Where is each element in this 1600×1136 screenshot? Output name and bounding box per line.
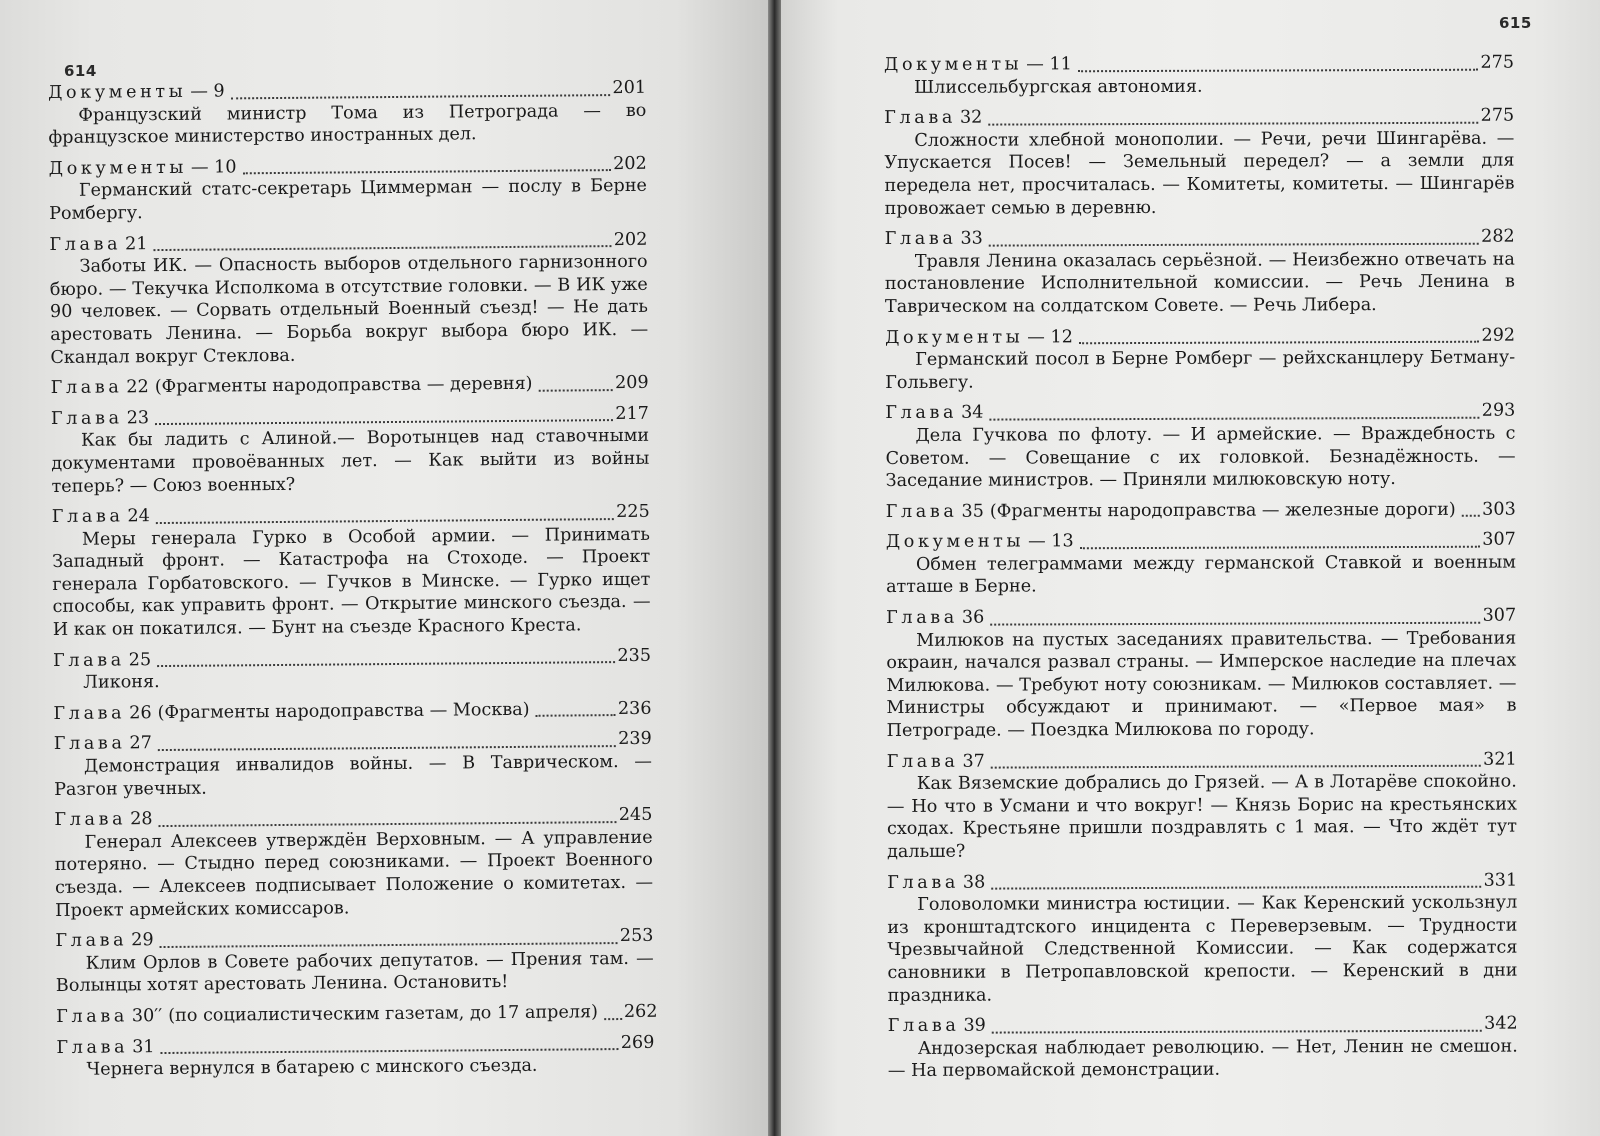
left-page — [0, 0, 768, 1136]
toc-entry — [55, 925, 654, 998]
entry-kind: Глава — [884, 107, 957, 129]
dot-leader — [989, 409, 1479, 421]
toc-entry — [52, 501, 651, 642]
toc-entry — [51, 402, 650, 498]
entry-page-number: 303 — [1482, 499, 1516, 520]
entry-description: Чернега вернулся в батарею с минского съезда. — [86, 1055, 538, 1080]
toc-entry — [886, 529, 1516, 599]
entry-page-number: 321 — [1483, 749, 1517, 770]
entry-number: 22 — [126, 377, 149, 398]
entry-number: 27 — [129, 733, 152, 754]
entry-page-number: 275 — [1480, 52, 1515, 73]
dot-leader — [992, 1021, 1482, 1033]
toc-entry — [53, 644, 651, 694]
book-gutter — [768, 0, 781, 1136]
dot-leader — [1462, 507, 1480, 517]
entry-description: Германский статс-секретарь Циммерман — послу в Берне Ромбергу. — [49, 176, 648, 224]
dot-leader — [604, 1010, 622, 1020]
dot-leader — [536, 707, 616, 718]
entry-kind: Глава — [53, 703, 126, 724]
entry-page-number: 275 — [1480, 105, 1515, 126]
toc-entry — [49, 228, 648, 369]
entry-page-number: 202 — [613, 229, 648, 250]
dot-leader — [161, 1040, 619, 1054]
entry-number: 29 — [131, 930, 154, 951]
entry-kind: Глава — [52, 650, 125, 671]
dot-leader — [231, 86, 611, 99]
toc-entry-heading — [887, 748, 1517, 773]
toc-entry — [48, 77, 647, 150]
entry-kind: Глава — [51, 506, 124, 528]
toc-entry — [885, 400, 1515, 493]
entry-page-number: 269 — [620, 1032, 655, 1053]
dot-leader — [1078, 60, 1479, 72]
toc-entry — [888, 1013, 1518, 1083]
entry-number: 24 — [127, 506, 150, 527]
entry-page-number: 202 — [613, 153, 647, 174]
entry-page-number: 331 — [1483, 870, 1518, 891]
entry-description: Французский министр Тома из Петрограда — во французское министерство иностранных дел. — [48, 100, 647, 149]
dot-leader — [989, 234, 1479, 246]
entry-description: Демонстрация инвалидов войны. — В Таврическом. — Разгон увечных. — [54, 751, 653, 800]
toc-entry-heading — [51, 372, 649, 400]
toc-entry — [884, 52, 1514, 100]
entry-number: 23 — [126, 407, 150, 429]
entry-description: Обмен телеграммами между германской Ставкой и военным атташе в Берне. — [886, 552, 1516, 598]
entry-kind: Глава — [49, 233, 122, 255]
entry-description: Клим Орлов в Совете рабочих депутатов. — Прения там. — Волынцы хотят арестовать Ленина. Остановить! — [55, 948, 654, 997]
dot-leader — [154, 237, 612, 251]
entry-number: 39 — [963, 1015, 986, 1036]
entry-description: Германский посол в Берне Ромберг — рейхсканцлеру Бетману-Гольвегу. — [885, 347, 1516, 393]
toc-entry — [884, 105, 1514, 220]
toc-entry-heading — [886, 529, 1516, 554]
dot-leader — [991, 878, 1481, 890]
entry-number: 30′′ — [131, 1006, 163, 1027]
entry-number: — 11 — [1026, 54, 1072, 75]
entry-page-number: 235 — [617, 645, 652, 666]
entry-page-number: 307 — [1482, 529, 1516, 550]
page-number: 614 — [64, 62, 97, 80]
toc-entry — [886, 605, 1517, 743]
entry-description: Как Вяземские добрались до Грязей. — А в Лотарёве спокойно. — Но что в Усмани и что вокруг! — Князь Борис на крестьянских сходах. Крестьяне пришли поздравлять с 1 мая. — Что ждёт тут дальше? — [886, 771, 1518, 862]
toc-entry-heading — [56, 1001, 658, 1029]
entry-page-number: 293 — [1481, 400, 1516, 422]
entry-subtitle: (по социалистическим газетам, до 17 апреля) — [168, 1002, 599, 1026]
entry-kind: Глава — [887, 1015, 960, 1037]
entry-page-number: 209 — [614, 372, 649, 394]
toc-entry-heading — [885, 324, 1515, 349]
entry-description: Меры генерала Гурко в Особой армии. — Принимать Западный фронт. — Катастрофа на Стоходе. — Проект генерала Горбатовского. — Гучков в Минске. — Гурко ищет способы, как управить фронт. — Открытие минского съезда. — И как он покатился. — Бунт на съезде Красного Креста. — [52, 524, 651, 641]
entry-description: Шлиссельбургская автономия. — [914, 76, 1203, 98]
entry-page-number: 307 — [1482, 605, 1517, 626]
entry-description: Милюков на пустых заседаниях правительства. — Требования окраин, начался развал страны. — Имперское наследие на плечах Милюкова. — Требуют ноту союзникам. — Милюков составляет. — Министры обсуждают и принимают. — «Первое мая» в Петрограде. — Поездка Милюкова по городу. — [886, 628, 1517, 742]
entry-kind: Глава — [56, 1036, 129, 1058]
toc-entry-heading — [886, 605, 1516, 630]
entry-number: 26 — [129, 702, 152, 724]
dot-leader — [1079, 333, 1480, 345]
entry-kind: Глава — [886, 751, 959, 772]
toc-entry — [54, 728, 653, 801]
toc-entry-heading — [887, 869, 1517, 894]
toc-entry — [886, 498, 1516, 523]
entry-number: 38 — [962, 872, 986, 893]
entry-kind: Глава — [885, 403, 958, 424]
entry-description: Головоломки министра юстиции. — Как Керенский ускользнул из кронштадтского инцидента с Переверзевым. — Трудности Чрезвычайной Следственной Комиссии. — Как содержатся сановники в Петропавловской крепости. — Керенский в дни праздника. — [887, 892, 1518, 1006]
entry-kind: Глава — [887, 872, 959, 893]
entry-kind: Документы — [48, 81, 187, 103]
entry-description: Генерал Алексеев утверждён Верховным. — А управление потеряно. — Стыдно перед союзниками. — Проект Военного съезда. — Алексеев подписывает Положение о комитетах. — Проект армейских комиссаров. — [54, 827, 654, 921]
toc-entry — [56, 1001, 658, 1029]
entry-number: 35 — [961, 501, 984, 522]
entry-number: — 13 — [1028, 531, 1074, 552]
entry-number: — 10 — [190, 157, 237, 178]
entry-number: 28 — [130, 809, 153, 830]
entry-description: Андозерская наблюдает революцию. — Нет, Ленин не смешон. — На первомайской демонстрации. — [887, 1036, 1518, 1082]
entry-page-number: 292 — [1481, 325, 1516, 346]
entry-number: 21 — [125, 233, 148, 254]
toc-entry — [53, 698, 651, 726]
table-of-contents — [884, 52, 1518, 1091]
entry-kind: Глава — [55, 930, 128, 952]
entry-kind: Глава — [50, 377, 123, 399]
entry-number: 31 — [132, 1036, 155, 1057]
entry-kind: Документы — [884, 54, 1023, 75]
dot-leader — [155, 411, 613, 425]
entry-page-number: 225 — [616, 501, 650, 523]
entry-description: Травля Ленина оказалась серьёзной. — Неизбежно отвечать на постановление Исполнительной комиссии. — Речь Ленина в Таврическом на солдатском Совете. — Речь Либера. — [884, 249, 1515, 317]
entry-number: 32 — [959, 107, 983, 128]
entry-kind: Документы — [885, 531, 1025, 553]
dot-leader — [988, 113, 1478, 125]
dot-leader — [159, 813, 617, 827]
right-page — [781, 0, 1600, 1136]
toc-entry-heading — [884, 105, 1514, 130]
dot-leader — [157, 653, 615, 667]
entry-kind: Глава — [886, 607, 958, 629]
entry-page-number: 245 — [618, 804, 653, 826]
toc-entry-heading — [885, 400, 1515, 425]
toc-entry — [49, 153, 648, 226]
entry-number: 36 — [961, 607, 985, 628]
entry-kind: Глава — [884, 228, 957, 250]
entry-number: — 12 — [1027, 326, 1073, 347]
dot-leader — [243, 161, 612, 174]
entry-page-number: 217 — [615, 403, 650, 424]
toc-entry — [51, 372, 649, 400]
entry-number: 34 — [961, 402, 984, 424]
toc-entry-heading — [884, 52, 1514, 77]
toc-entry — [885, 226, 1515, 319]
page-number: 615 — [1499, 14, 1532, 32]
entry-description: Сложности хлебной монополии. — Речи, речи Шингарёва. — Упускается Посев! — Земельный передел? — а земли для передела нет, просчиталась. — Комитеты, комитеты. — Шингарёв провожает семью в деревню. — [884, 128, 1515, 219]
dot-leader — [158, 737, 616, 751]
entry-kind: Глава — [54, 809, 127, 831]
entry-kind: Глава — [50, 408, 123, 429]
entry-page-number: 239 — [618, 729, 652, 750]
entry-page-number: 342 — [1484, 1013, 1518, 1034]
table-of-contents — [48, 77, 658, 1090]
toc-entry — [887, 869, 1518, 1007]
toc-entry — [56, 1031, 654, 1081]
entry-description: Как бы ладить с Алиной.— Воротынцев над ставочными документами провоёванных лет. — Как выйти из войны теперь? — Союз военных? — [51, 426, 650, 497]
toc-entry-heading — [886, 498, 1516, 523]
dot-leader — [990, 613, 1480, 625]
entry-subtitle: (Фрагменты народоправства — деревня) — [154, 373, 533, 398]
entry-number: 25 — [128, 649, 152, 670]
entry-page-number: 253 — [619, 925, 654, 947]
entry-kind: Глава — [885, 501, 958, 522]
entry-kind: Глава — [56, 1006, 128, 1027]
toc-entry — [54, 804, 653, 922]
entry-page-number: 236 — [617, 698, 652, 719]
toc-entry-heading — [888, 1013, 1518, 1038]
toc-entry — [885, 324, 1515, 394]
entry-description: Заботы ИК. — Опасность выборов отдельного гарнизонного бюро. — Текучка Исполкома в отсутствие головки. — В ИК уже 90 человек. — Сорвать отдельный Военный съезд! — Не дать арестовать Ленина. — Борьба вокруг выбора бюро ИК. — Скандал вокруг Стеклова. — [49, 251, 649, 368]
entry-page-number: 282 — [1481, 226, 1515, 247]
entry-subtitle: (Фрагменты народоправства — железные дороги) — [989, 499, 1456, 522]
dot-leader — [1080, 538, 1481, 550]
dot-leader — [538, 381, 613, 392]
entry-kind: Документы — [48, 157, 188, 179]
toc-entry — [887, 748, 1517, 863]
entry-number: 37 — [962, 751, 985, 772]
entry-page-number: 262 — [623, 1001, 658, 1022]
toc-entry-heading — [53, 698, 651, 726]
dot-leader — [156, 510, 614, 524]
dot-leader — [160, 934, 618, 948]
entry-kind: Документы — [885, 326, 1024, 348]
entry-number: — 9 — [190, 81, 225, 102]
dot-leader — [991, 757, 1481, 769]
toc-entry-heading — [885, 226, 1515, 251]
entry-kind: Глава — [53, 733, 126, 755]
entry-subtitle: (Фрагменты народоправства — Москва) — [157, 699, 530, 723]
entry-description: Ликоня. — [83, 672, 160, 693]
entry-description: Дела Гучкова по флоту. — И армейские. — Враждебность с Советом. — Совещание с их головкой. Безнадёжность. — Заседание министров. — Приняли милюковскую ноту. — [885, 423, 1516, 492]
entry-page-number: 201 — [612, 77, 647, 99]
entry-number: 33 — [960, 228, 983, 249]
